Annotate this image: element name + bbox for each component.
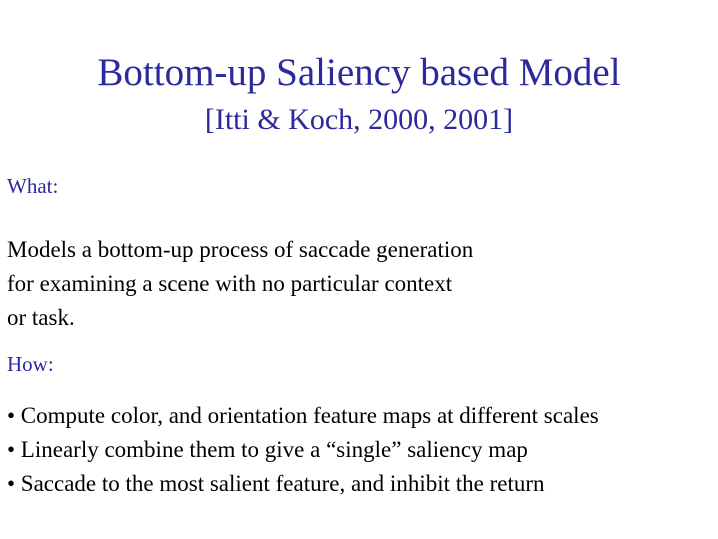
how-heading: How:	[7, 352, 54, 376]
how-bullet-item: • Compute color, and orientation feature maps at different scales	[7, 403, 599, 428]
how-bullet-item: • Linearly combine them to give a “single” saliency map	[7, 437, 528, 462]
what-description	[7, 233, 473, 335]
how-bullet-list	[7, 399, 599, 501]
slide-citation: [Itti & Koch, 2000, 2001]	[204, 103, 514, 136]
slide-title: Bottom-up Saliency based Model	[97, 51, 621, 94]
how-bullet-item: • Saccade to the most salient feature, and inhibit the return	[7, 471, 545, 496]
what-line: for examining a scene with no particular context	[7, 271, 453, 296]
what-line: or task.	[7, 305, 75, 330]
what-heading: What:	[7, 174, 59, 198]
what-line: Models a bottom-up process of saccade generation	[7, 237, 474, 262]
